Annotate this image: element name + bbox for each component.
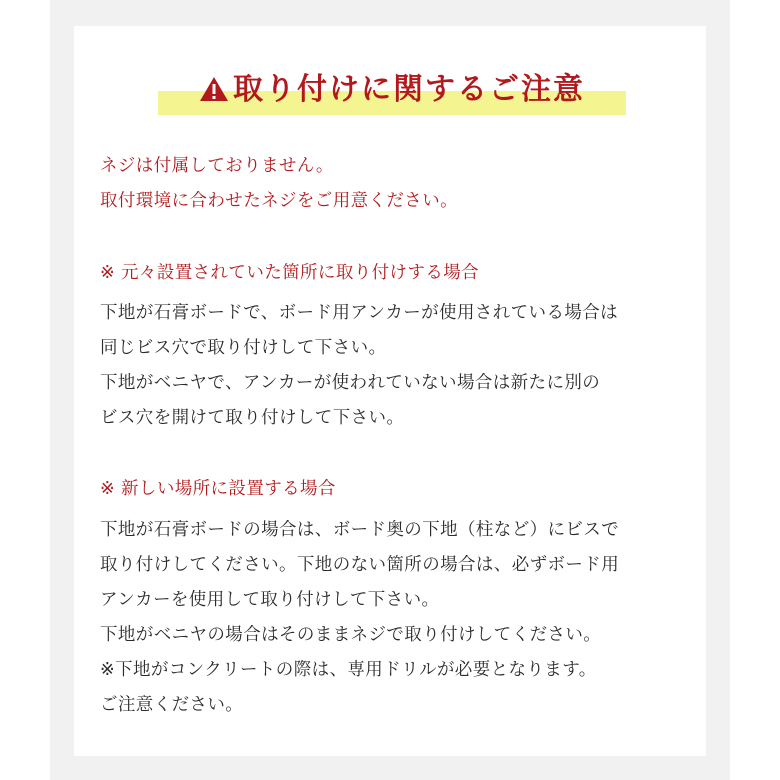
section1-body xyxy=(100,296,700,436)
title-block xyxy=(158,58,618,118)
intro-block xyxy=(100,149,700,219)
section2-line: 下地が石膏ボードの場合は、ボード奥の下地（柱など）にビスで xyxy=(100,520,620,540)
section1-line: 同じビス穴で取り付けして下さい。 xyxy=(100,338,387,358)
section2-line: ご注意ください。 xyxy=(100,695,244,715)
section2-line: 取り付けしてください。下地のない箇所の場合は、必ずボード用 xyxy=(100,555,620,575)
section2-line: 下地がベニヤの場合はそのままネジで取り付けしてください。 xyxy=(100,625,602,645)
section2-line: ※下地がコンクリートの際は、専用ドリルが必要となります。 xyxy=(100,660,597,680)
warning-triangle-icon xyxy=(199,72,233,107)
page-title xyxy=(158,64,626,108)
section2-heading: ※ 新しい場所に設置する場合 xyxy=(100,479,336,499)
section1-line: 下地がベニヤで、アンカーが使われていない場合は新たに別の xyxy=(100,373,601,393)
section1-line: 下地が石膏ボードで、ボード用アンカーが使用されている場合は xyxy=(100,303,619,323)
intro-line: 取付環境に合わせたネジをご用意ください。 xyxy=(100,191,458,211)
section2-line: アンカーを使用して取り付けして下さい。 xyxy=(100,590,440,610)
section1-line: ビス穴を開けて取り付けして下さい。 xyxy=(100,408,405,428)
section2-body xyxy=(100,513,700,723)
intro-line: ネジは付属しておりません。 xyxy=(100,156,334,176)
title-text: 取り付けに関するご注意 xyxy=(233,72,585,107)
section1-heading: ※ 元々設置されていた箇所に取り付けする場合 xyxy=(100,263,480,283)
